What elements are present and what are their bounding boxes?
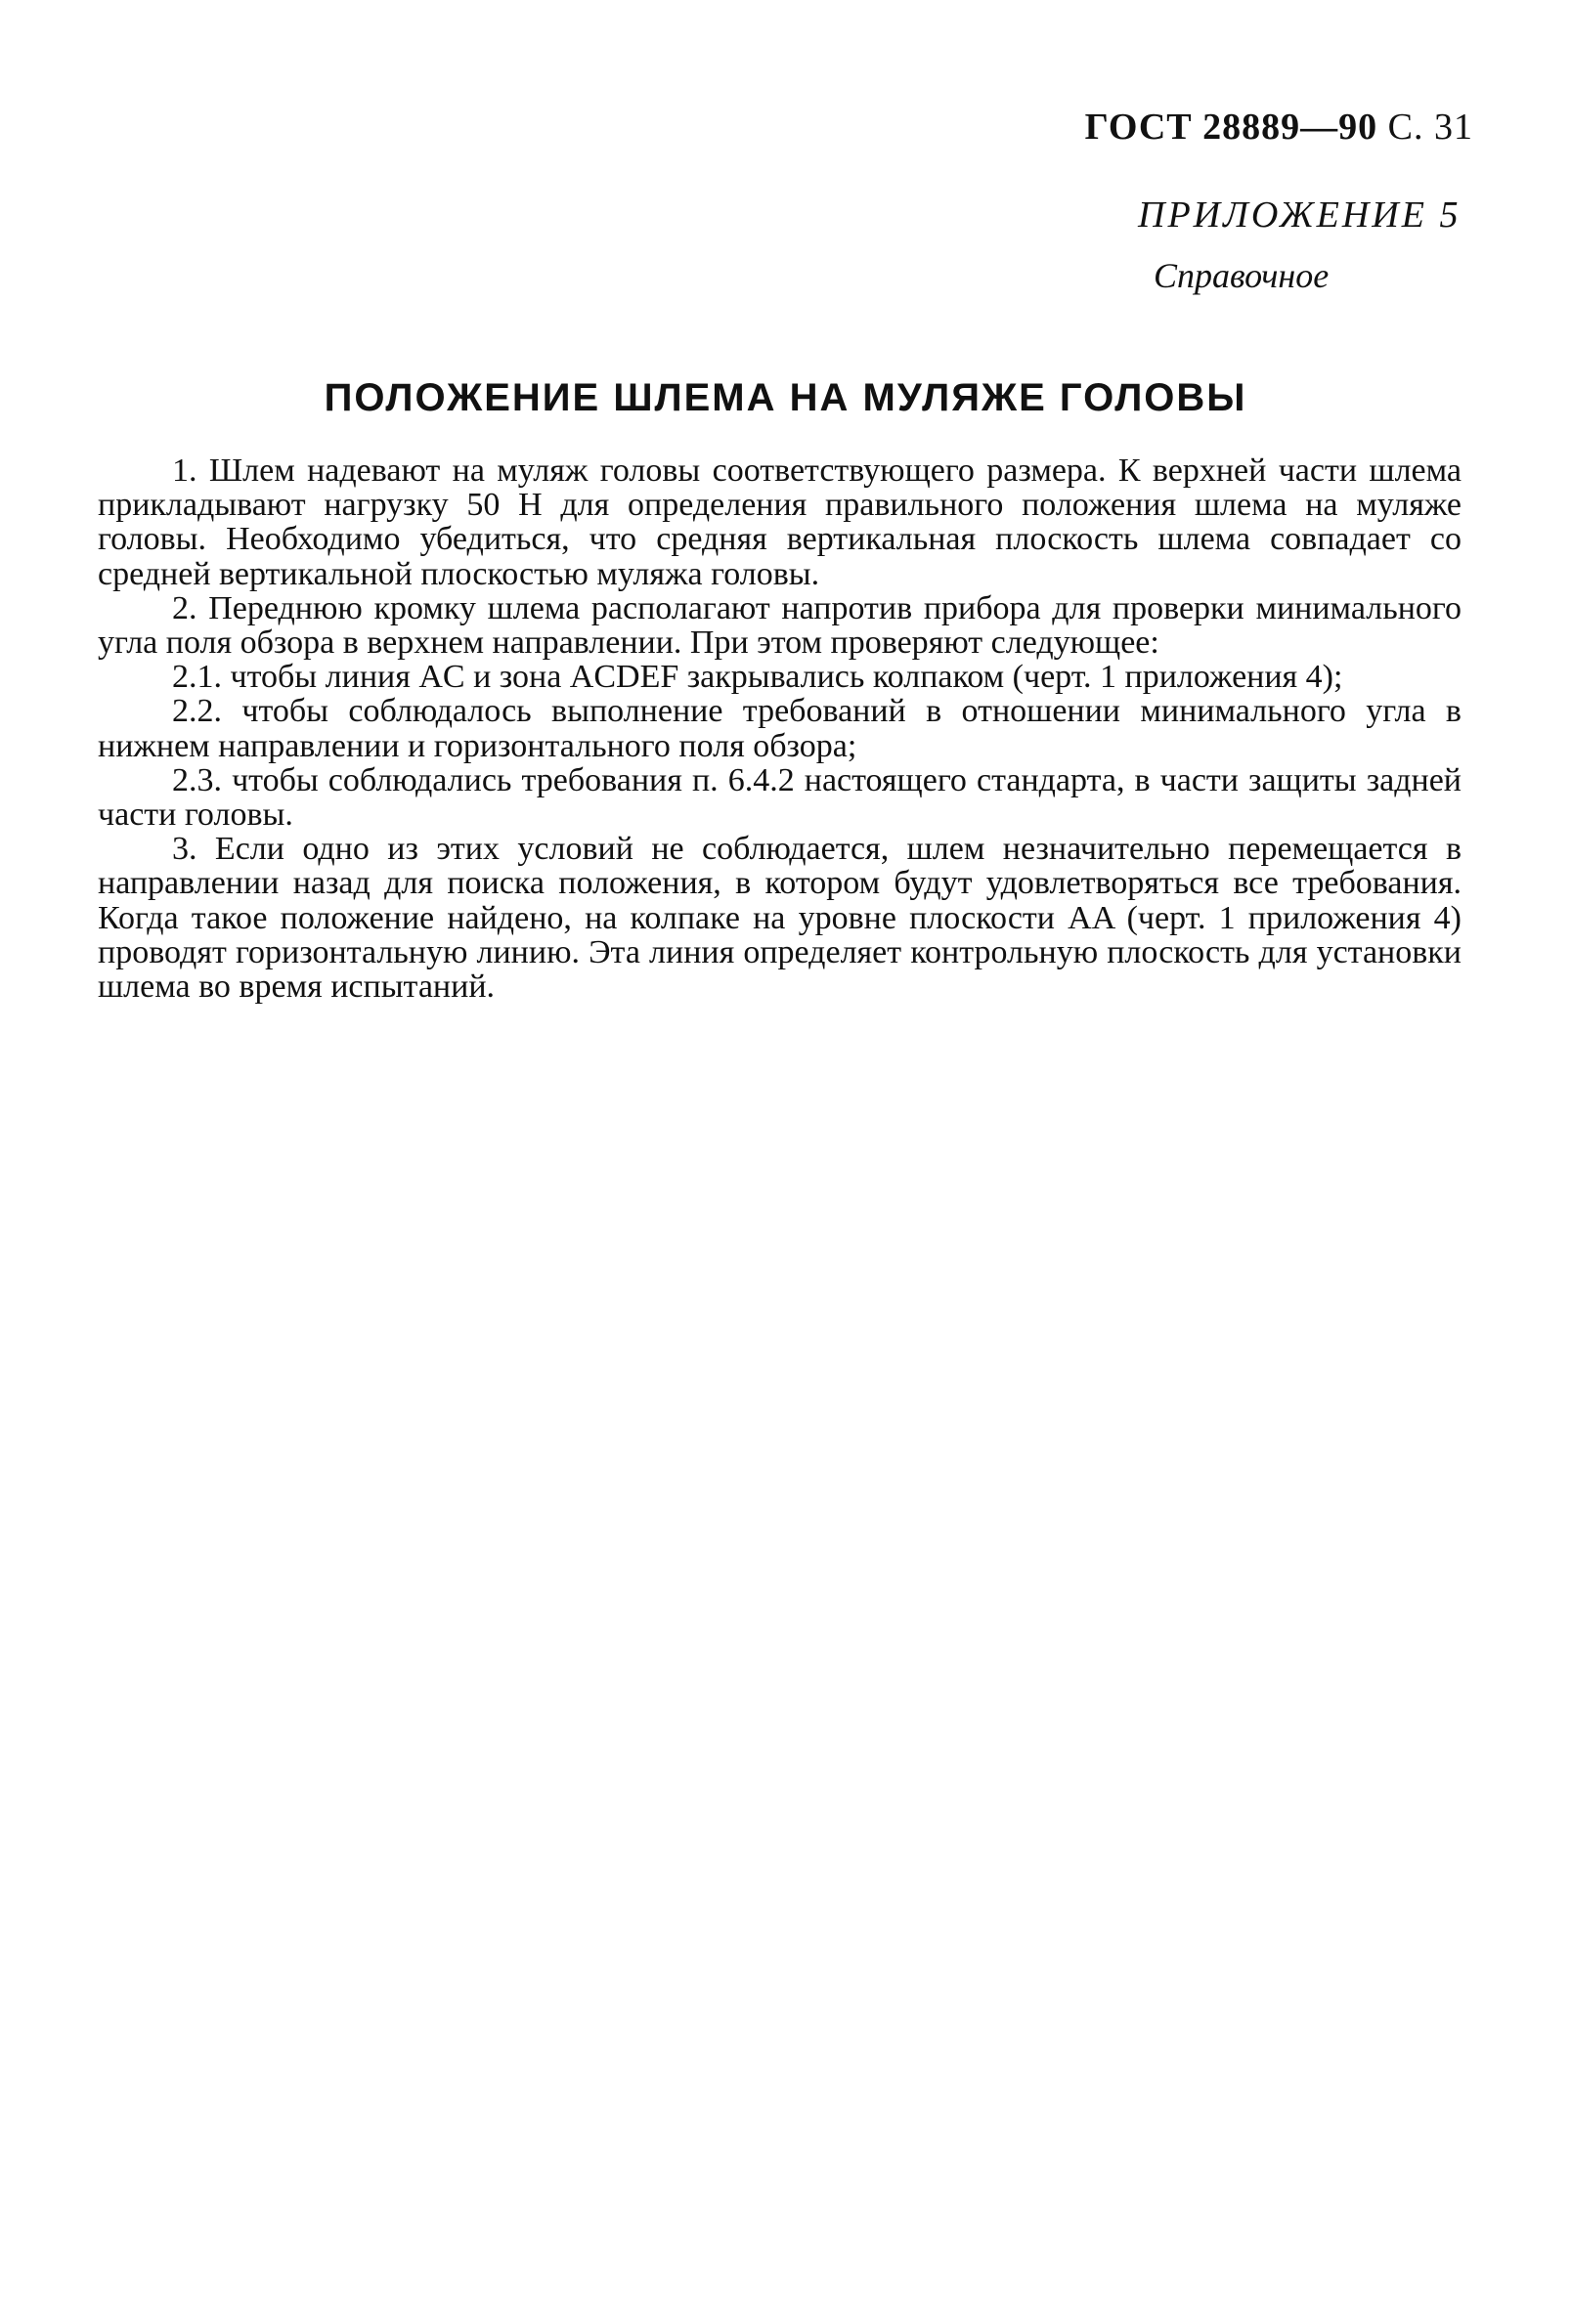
paragraph-2-2: 2.2. чтобы соблюдалось выполнение требований в отношении минимального угла в нижнем направлении и горизонтального поля обзора; (98, 693, 1462, 764)
appendix-title: ПРИЛОЖЕНИЕ 5 (1138, 194, 1462, 236)
paragraph-2-1: 2.1. чтобы линия AC и зона ACDEF закрывались колпаком (черт. 1 приложения 4); (172, 659, 1343, 696)
paragraph-2: 2. Переднюю кромку шлема располагают напротив прибора для проверки минимального угла поля обзора в верхнем направлении. При этом проверяют следующее: (98, 589, 1462, 662)
appendix-block (1124, 192, 1515, 299)
paragraph-1: 1. Шлем надевают на муляж головы соответствующего размера. К верхней части шлема прикладывают нагрузку 50 Н для определения правильного положения шлема на муляже головы. Необходимо убедиться, что средняя вертикальная плоскость шлема совпадает со средней вертикальной плоскостью муляжа головы. (98, 452, 1462, 592)
page-number: С. 31 (1387, 107, 1473, 148)
document-id: ГОСТ 28889—90 (1084, 107, 1378, 148)
appendix-subtitle: Справочное (1154, 256, 1330, 295)
page-header (1085, 106, 1473, 149)
paragraph-2-3: 2.3. чтобы соблюдались требования п. 6.4.2 настоящего стандарта, в части защиты задней части головы. (98, 761, 1462, 834)
section-title: ПОЛОЖЕНИЕ ШЛЕМА НА МУЛЯЖЕ ГОЛОВЫ (324, 376, 1247, 419)
body-text (98, 453, 1462, 1004)
paragraph-3: 3. Если одно из этих условий не соблюдается, шлем незначительно перемещается в направлении назад для поиска положения, в котором будут удовлетворяться все требования. Когда такое положение найдено, на колпаке на уровне плоскости AA (черт. 1 приложения 4) проводят горизонтальную линию. Эта линия определяет контрольную плоскость для установки шлема во время испытаний. (98, 831, 1462, 1006)
